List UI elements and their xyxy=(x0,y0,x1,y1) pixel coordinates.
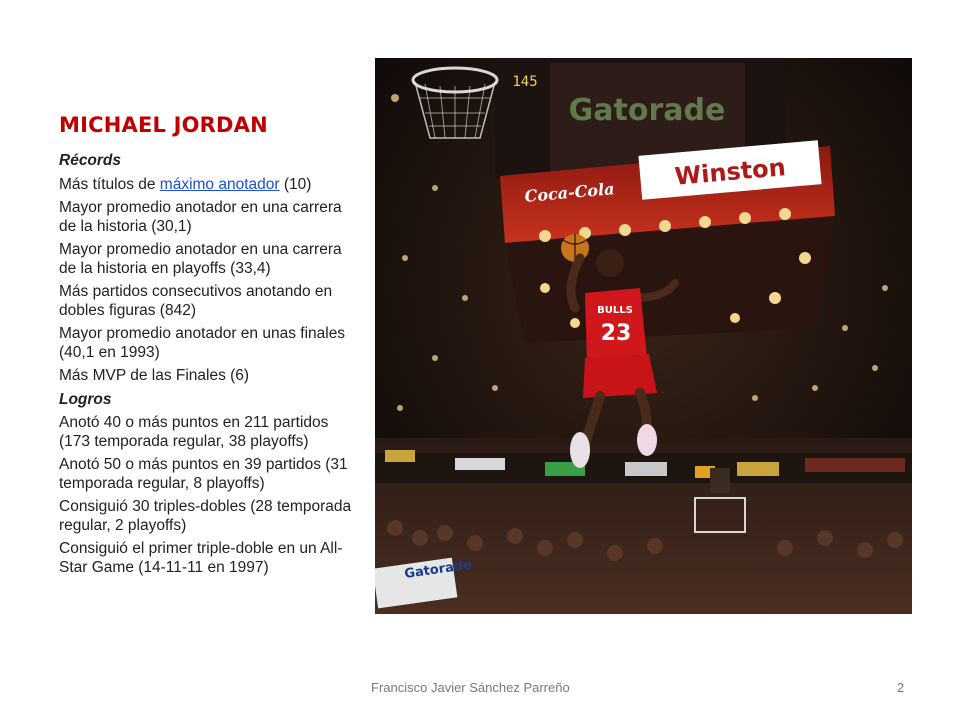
record-item-6: Más MVP de las Finales (6) xyxy=(59,367,250,384)
achievement-item-2: Anotó 50 o más puntos en 39 partidos (31 temporada regular, 8 playoffs) xyxy=(59,456,348,492)
coca-cola-banner: Coca-Cola xyxy=(523,179,616,206)
achievement-item-1: Anotó 40 o más puntos en 211 partidos (173 temporada regular, 38 playoffs) xyxy=(59,414,329,450)
floor-banner-text: Gatorade xyxy=(403,557,473,582)
right-sneaker xyxy=(637,424,657,456)
achievement-item-3: Consiguió 30 triples-dobles (28 temporada regular, 2 playoffs) xyxy=(59,498,352,534)
record-item-3: Mayor promedio anotador en una carrera de la historia en playoffs (33,4) xyxy=(59,241,342,277)
record-item-4: Más partidos consecutivos anotando en dobles figuras (842) xyxy=(59,283,333,319)
footer-author: Francisco Javier Sánchez Parreño xyxy=(371,680,570,695)
left-sneaker xyxy=(570,432,590,468)
page-number: 2 xyxy=(897,680,905,695)
record-item-2: Mayor promedio anotador en una carrera de la historia (30,1) xyxy=(59,199,342,235)
scoreboard-numbers: 145 xyxy=(512,74,538,90)
achievements-heading: Logros xyxy=(59,390,112,408)
content-body xyxy=(59,152,359,582)
jersey-number: 23 xyxy=(600,321,632,346)
record-item-5: Mayor promedio anotador en unas finales (40,1 en 1993) xyxy=(59,325,346,361)
scoreboard-text: Gatorade xyxy=(568,93,726,128)
record-item-1-suffix: (10) xyxy=(279,175,312,193)
winston-banner: Winston xyxy=(673,153,787,191)
scoring-titles-link[interactable]: máximo anotador xyxy=(159,175,280,193)
jersey-team: BULLS xyxy=(597,305,633,316)
achievement-item-4: Consiguió el primer triple-doble en un All-Star Game (14-11-11 en 1997) xyxy=(59,540,343,576)
records-heading: Récords xyxy=(59,152,122,169)
record-item-1 xyxy=(59,176,359,195)
record-item-1-prefix: Más títulos de xyxy=(59,175,160,193)
slide-title: MICHAEL JORDAN xyxy=(59,113,268,137)
dunk-photo xyxy=(375,58,912,614)
